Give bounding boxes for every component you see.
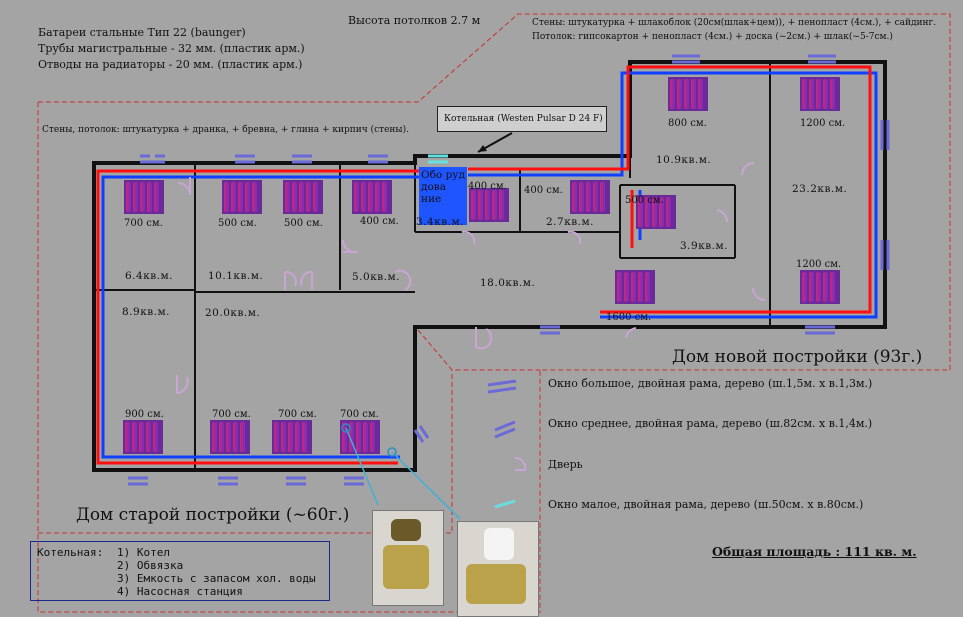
boiler-room-label: Котельная: — [37, 546, 104, 559]
radiator-label: 500 см. — [284, 218, 323, 229]
legend-small-window: Окно малое, двойная рама, дерево (ш.50см. х в.80см.) — [548, 498, 864, 511]
note-main-pipes: Трубы магистральные - 32 мм. (пластик арм.) — [38, 42, 305, 55]
room-area: 10.9кв.м. — [656, 154, 712, 166]
room-area: 2.7кв.м. — [546, 216, 595, 228]
radiator-label: 700 см. — [212, 409, 251, 420]
room-area: 3.9кв.м. — [680, 240, 729, 252]
radiator-label: 1200 см. — [796, 259, 842, 270]
room-area: 18.0кв.м. — [480, 277, 536, 289]
boiler-room-legend — [30, 541, 330, 601]
ceiling-height: Высота потолков 2.7 м — [348, 14, 481, 27]
valve-photo-2 — [457, 521, 539, 617]
radiator-label: 700 см. — [278, 409, 317, 420]
radiator-label: 700 см. — [124, 218, 163, 229]
boiler-room-item: 2) Обвязка — [117, 559, 184, 572]
room-area: 5.0кв.м. — [352, 271, 401, 283]
radiator-label: 1200 см. — [800, 118, 846, 129]
legend-big-window: Окно большое, двойная рама, дерево (ш.1,5м. х в.1,3м.) — [548, 377, 873, 390]
boiler-room-item: 3) Емкость с запасом хол. воды — [117, 572, 316, 585]
radiator-label: 400 см. — [360, 216, 399, 227]
old-walls-note: Стены, потолок: штукатурка + дранка, + бревна, + глина + кирпич (стены). — [42, 125, 409, 135]
radiator-label: 400 см. — [468, 181, 507, 192]
radiator-label: 800 см. — [668, 118, 707, 129]
boiler-callout: Котельная (Westen Pulsar D 24 F) — [437, 106, 607, 132]
room-area: 6.4кв.м. — [125, 270, 174, 282]
room-area: 23.2кв.м. — [792, 183, 848, 195]
radiator-label: 900 см. — [125, 409, 164, 420]
room-area: 8.9кв.м. — [122, 306, 171, 318]
room-area: 10.1кв.м. — [208, 270, 264, 282]
legend-medium-window: Окно среднее, двойная рама, дерево (ш.82см. х в.1,4м.) — [548, 417, 873, 430]
room-area: 20.0кв.м. — [205, 307, 261, 319]
boiler-room-item: 1) Котел — [117, 546, 170, 559]
radiator-label: 700 см. — [340, 409, 379, 420]
note-branch-pipes: Отводы на радиаторы - 20 мм. (пластик арм.) — [38, 58, 303, 71]
boiler-room-item: 4) Насосная станция — [117, 585, 243, 598]
valve-photo-1 — [372, 510, 444, 606]
old-house-title: Дом старой постройки (~60г.) — [76, 505, 350, 525]
room-area: 3.4кв.м. — [416, 216, 465, 228]
total-area: Общая площадь : 111 кв. м. — [712, 544, 917, 559]
radiator-label: 500 см. — [218, 218, 257, 229]
new-house-title: Дом новой постройки (93г.) — [672, 347, 923, 367]
equipment-block: Обо руд дова ние — [419, 167, 467, 225]
new-walls-note: Стены: штукатурка + шлакоблок (20см(шлак+цем)), + пенопласт (4см.), + сайдинг. — [532, 18, 937, 28]
radiator-label: 1600 см. — [606, 312, 652, 323]
radiator-label: 500 см. — [625, 195, 664, 206]
radiator-label: 400 см. — [524, 185, 563, 196]
note-batteries: Батареи стальные Тип 22 (baunger) — [38, 26, 246, 39]
legend-door: Дверь — [548, 458, 583, 471]
new-ceiling-note: Потолок: гипсокартон + пенопласт (4см.) + доска (~2см.) + шлак(~5-7см.) — [532, 32, 893, 42]
